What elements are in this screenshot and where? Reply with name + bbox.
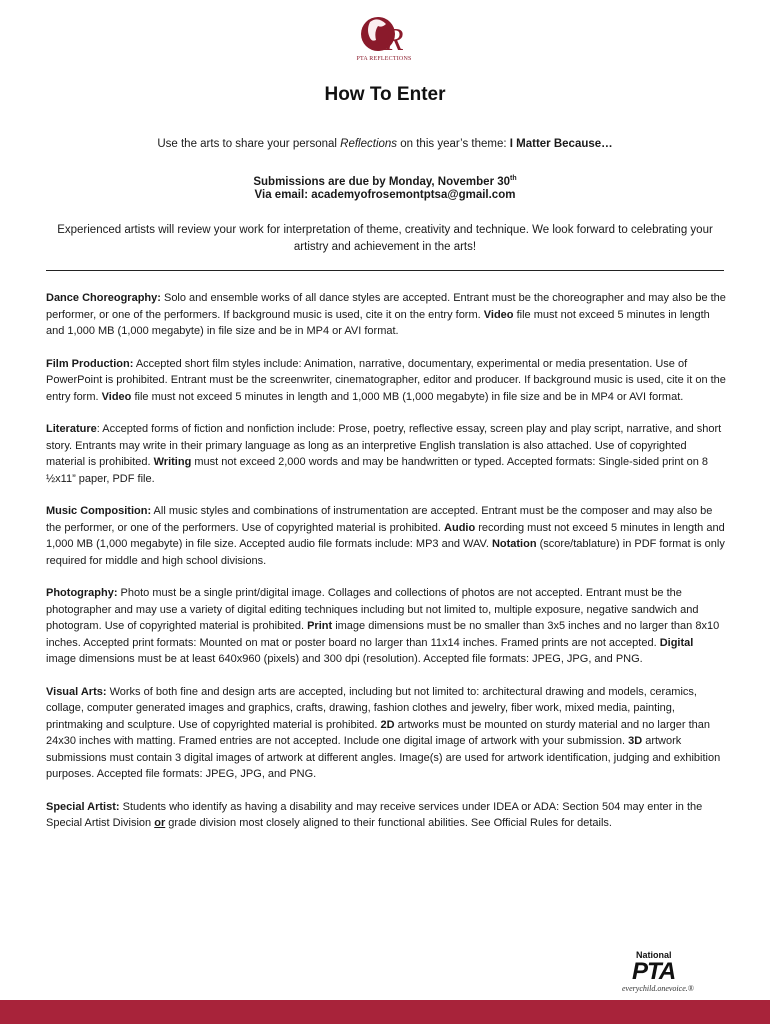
theme-reflections: Reflections [340, 138, 398, 150]
categories [46, 290, 726, 848]
category-bold: 2D [380, 718, 395, 731]
category-text: file must not exceed 5 minutes in length and 1,000 MB (1,000 megabyte) in file size and be in MP4 or AVI format. [131, 390, 684, 403]
category-dance [46, 290, 726, 340]
deadline-text: Submissions are due by Monday, November 30 [253, 175, 511, 188]
category-film [46, 356, 726, 406]
category-bold: Writing [153, 456, 192, 468]
category-text: Students who identify as having a disability and may receive services under IDEA or ADA: Section 504 may enter in the Special Artist Division [46, 800, 703, 829]
email-line: Via email: academyofrosemontptsa@gmail.com [254, 189, 516, 201]
category-heading: Film Production: [46, 357, 134, 370]
logo-letter: R [384, 21, 404, 57]
category-text: file must not exceed 5 minutes in length and 1,000 MB (1,000 megabyte) in file size and be in MP4 or AVI format. [46, 308, 710, 337]
theme-prefix: Use the arts to share your personal [157, 138, 341, 150]
category-text: artworks must be mounted on sturdy material and no larger than 24x30 inches with matting. Framed entries are not accepted. Include one digital image of artwork with your submission. [46, 718, 711, 747]
category-literature [46, 421, 726, 487]
category-heading: Dance Choreography: [46, 292, 161, 304]
bottom-bar [0, 1000, 770, 1024]
category-bold: Digital [659, 636, 694, 649]
pta-national-text: National [636, 950, 672, 960]
pta-tagline: everychild.onevoice.® [622, 984, 694, 993]
category-text: grade division most closely aligned to their functional abilities. See Official Rules for details. [165, 817, 612, 829]
category-heading: Visual Arts: [46, 685, 107, 698]
category-text: Accepted short film styles include: Animation, narrative, documentary, experimental or media presentation. Use of PowerPoint is prohibited. Entrant must be the screenwriter, cinematographer, editor and producer. If background music is used, cite it on the entry form. [46, 357, 726, 403]
category-bold: 3D [628, 735, 643, 747]
category-heading: Music Composition: [46, 505, 152, 517]
page-title: How To Enter [324, 84, 446, 105]
category-music [46, 503, 726, 569]
category-bold: Audio [444, 521, 476, 534]
category-text: (score/tablature) in PDF format is only required for middle and high school divisions. [46, 538, 725, 567]
category-text: Works of both fine and design arts are accepted, including but not limited to: architectural drawing and models, ceramics, collage, computer generated images and graphics, crafts, drawing, fashion clothes and jewelry, fiber work, mixed media, painting, printmaking and sculpture. Use of copyrighted material is prohibited. [46, 685, 697, 731]
category-text: All music styles and combinations of instrumentation are accepted. Entrant must be the composer and may also be the performer, or one of the performers. Use of copyrighted material is prohibited. [46, 505, 713, 534]
intro-text: Experienced artists will review your work for interpretation of theme, creativity and technique. We look forward to celebrating your artistry and achievement in the arts! [57, 224, 713, 253]
logo-caption: PTA REFLECTIONS [356, 56, 412, 62]
theme-line [40, 136, 730, 153]
category-text: recording must not exceed 5 minutes in length and 1,000 MB (1,000 megabyte) in file size. Accepted audio file formats include: MP3 and WAV. [46, 521, 725, 550]
category-heading: Photography: [46, 587, 118, 599]
category-bold: Video [483, 308, 514, 321]
category-photography [46, 585, 726, 668]
category-text: must not exceed 2,000 words and may be handwritten or typed. Accepted formats: Single-sided print on 8 ½x11” paper, PDF file. [46, 456, 708, 485]
category-text: : Accepted forms of fiction and nonfiction include: Prose, poetry, reflective essay, screen play and play script, narrative, and short story. Entrants may write in their primary language as long as an interpretive English translation is also attached. Use of copyrighted material is prohibited. [46, 423, 722, 468]
category-heading: Literature [46, 423, 97, 435]
category-text: image dimensions must be at least 640x960 (pixels) and 300 dpi (resolution). Accepted file formats: JPEG, JPG, and PNG. [46, 653, 643, 665]
category-special-artist [46, 799, 726, 832]
deadline-sup: th [510, 175, 517, 182]
category-visual-arts [46, 684, 726, 783]
category-text: Solo and ensemble works of all dance styles are accepted. Entrant must be the choreographer and may also be the performer, or one of the performers. If background music is used, cite it on the entry form. [46, 292, 726, 321]
divider [46, 270, 724, 271]
category-heading: Special Artist: [46, 800, 120, 813]
theme-middle: on this year’s theme: [397, 138, 510, 150]
category-text: artwork submissions must contain 3 digital images of artwork at different angles. Image(s) are used for artwork identification, judging and exhibition purposes. Accepted file formats: JPEG, JPG, and PNG. [46, 735, 721, 780]
pta-logo-word: PTA [632, 958, 676, 985]
category-text: image dimensions must be no smaller than 3x5 inches and no larger than 8x10 inches. Accepted print formats: Mounted on mat or poster board no larger than 11x14 inches. Framed prints are not accepted. [46, 620, 720, 649]
category-bold: Notation [491, 538, 537, 550]
category-text: Photo must be a single print/digital image. Collages and collections of photos are not accepted. Entrant must be the photographer and may use a variety of digital editing techniques including but not limited to, multiple exposure, negative sandwich and photogram. Use of copyrighted material is prohibited. [46, 587, 699, 632]
category-underline: or [154, 817, 166, 829]
category-bold: Video [101, 390, 132, 403]
theme-name: I Matter Because… [509, 138, 613, 150]
category-bold: Print [307, 620, 333, 632]
